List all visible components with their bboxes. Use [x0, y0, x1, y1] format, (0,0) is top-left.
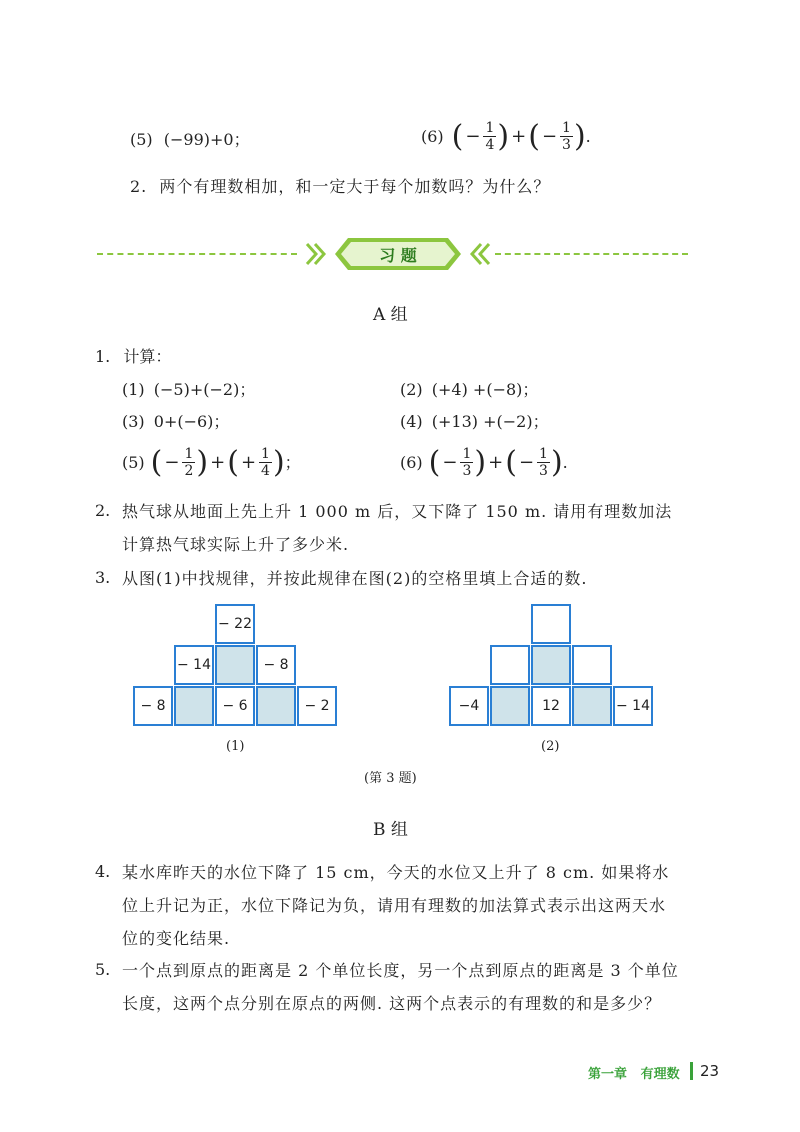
problem-1-header — [95, 347, 171, 367]
problem-1-item-1 — [122, 380, 255, 400]
left-paren: ( — [451, 118, 464, 154]
denominator: 2 — [184, 463, 194, 479]
numerator: 1 — [184, 446, 194, 462]
problem-text: 某水库昨天的水位下降了 15 cm，今天的水位又上升了 8 cm. 如果将水位上升记为正，水位下降记为负，请用有理数的加法算式表示出这两天水位的变化结果. — [122, 863, 670, 948]
double-chevron-right-icon — [303, 240, 329, 268]
grid-cell-shaded — [174, 686, 214, 726]
exercise-banner — [334, 237, 462, 271]
item-expression: 0+(−6)； — [153, 412, 230, 431]
sign: + — [240, 451, 257, 473]
problem-number: 4. — [95, 862, 111, 881]
problem-1-item-6 — [400, 446, 568, 479]
item-expression: (−5)+(−2)； — [153, 380, 256, 399]
double-chevron-left-icon — [467, 240, 493, 268]
item-label: (2) — [400, 380, 423, 399]
item-label: (1) — [122, 380, 145, 399]
end-mark: ； — [284, 452, 301, 472]
problem-1-item-3 — [122, 412, 229, 432]
right-paren: ) — [573, 118, 586, 154]
end-mark: . — [585, 126, 591, 146]
sign: − — [442, 451, 458, 473]
numerator: 1 — [485, 120, 495, 136]
right-paren: ) — [272, 444, 285, 480]
sign: − — [541, 125, 558, 147]
grid-cell: −4 — [449, 686, 489, 726]
problem-1-item-2 — [400, 380, 538, 400]
left-paren: ( — [227, 444, 239, 480]
fraction — [560, 120, 573, 153]
exercise-label: (5) — [130, 130, 153, 149]
exercise-label: (6) — [421, 126, 444, 146]
fraction — [460, 446, 473, 479]
grid-cell: − 2 — [297, 686, 337, 726]
grid-cell: − 22 — [215, 604, 255, 644]
problem-1-item-4 — [400, 412, 549, 432]
problem-number: 3. — [95, 568, 111, 587]
denominator: 3 — [539, 463, 548, 479]
operator: + — [210, 451, 226, 473]
left-paren: ( — [505, 444, 517, 480]
grid-cell: − 8 — [133, 686, 173, 726]
problem-number: 2. — [95, 501, 111, 520]
left-paren: ( — [528, 118, 540, 154]
left-paren: ( — [150, 444, 163, 480]
problem-text: 从图(1)中找规律，并按此规律在图(2)的空格里填上合适的数. — [122, 569, 588, 588]
grid-cell-shaded — [531, 645, 571, 685]
end-mark: . — [562, 452, 568, 472]
fraction — [182, 446, 195, 479]
figure-2-caption: (2) — [541, 739, 560, 754]
operator: + — [488, 451, 504, 473]
problem-title: 计算： — [123, 347, 172, 366]
item-expression: (+4) +(−8)； — [431, 380, 539, 399]
left-paren: ( — [428, 444, 441, 480]
exercise-5 — [130, 130, 250, 150]
figure-caption: (第 3 题) — [364, 771, 417, 786]
grid-cell: 12 — [531, 686, 571, 726]
grid-cell-shaded — [256, 686, 296, 726]
figure-1-caption: (1) — [226, 739, 245, 754]
grid-cell: − 8 — [256, 645, 296, 685]
fraction — [483, 120, 496, 153]
banner-title: 习 题 — [379, 246, 417, 265]
grid-cell-empty — [572, 645, 612, 685]
exercise-6 — [421, 120, 591, 153]
sign: − — [518, 451, 535, 473]
sign: − — [164, 451, 180, 473]
footer-chapter: 第一章 有理数 — [588, 1067, 680, 1082]
question-2 — [130, 177, 550, 197]
right-paren: ) — [497, 118, 510, 154]
denominator: 3 — [462, 463, 472, 479]
numerator: 1 — [462, 446, 472, 462]
grid-cell-shaded — [572, 686, 612, 726]
sign: − — [465, 125, 481, 147]
problem-1-item-5 — [122, 446, 301, 479]
denominator: 4 — [485, 137, 495, 153]
question-text: 两个有理数相加，和一定大于每个加数吗？为什么？ — [159, 177, 551, 196]
right-paren: ) — [196, 444, 209, 480]
problem-text: 热气球从地面上先上升 1 000 m 后，又下降了 150 m. 请用有理数加法计算热气球实际上升了多少米. — [122, 502, 673, 554]
right-paren: ) — [550, 444, 563, 480]
problem-number: 1. — [95, 347, 111, 366]
footer-divider — [690, 1062, 693, 1080]
fraction — [537, 446, 550, 479]
denominator: 3 — [562, 137, 571, 153]
question-number: 2. — [130, 177, 148, 196]
numerator: 1 — [261, 446, 270, 462]
group-b-title: B 组 — [373, 820, 408, 840]
denominator: 4 — [261, 463, 270, 479]
group-a-title: A 组 — [373, 305, 408, 325]
item-label: (5) — [122, 452, 145, 472]
exercise-expression: (−99)+0； — [163, 130, 250, 149]
banner-dashed-line-left — [97, 253, 297, 255]
grid-cell-empty — [531, 604, 571, 644]
grid-cell: − 14 — [174, 645, 214, 685]
item-label: (6) — [400, 452, 423, 472]
item-label: (4) — [400, 412, 423, 431]
page-number: 23 — [700, 1062, 720, 1080]
operator: + — [511, 125, 527, 147]
grid-cell: − 6 — [215, 686, 255, 726]
grid-cell-shaded — [215, 645, 255, 685]
grid-cell: − 14 — [613, 686, 653, 726]
problem-text: 一个点到原点的距离是 2 个单位长度，另一个点到原点的距离是 3 个单位长度，这两个点分别在原点的两侧. 这两个点表示的有理数的和是多少？ — [122, 961, 679, 1013]
grid-cell-empty — [490, 645, 530, 685]
right-paren: ) — [474, 444, 487, 480]
numerator: 1 — [562, 120, 571, 136]
banner-dashed-line-right — [495, 253, 688, 255]
problem-number: 5. — [95, 960, 111, 979]
grid-cell-shaded — [490, 686, 530, 726]
numerator: 1 — [539, 446, 548, 462]
item-label: (3) — [122, 412, 145, 431]
fraction — [259, 446, 272, 479]
item-expression: (+13) +(−2)； — [431, 412, 549, 431]
